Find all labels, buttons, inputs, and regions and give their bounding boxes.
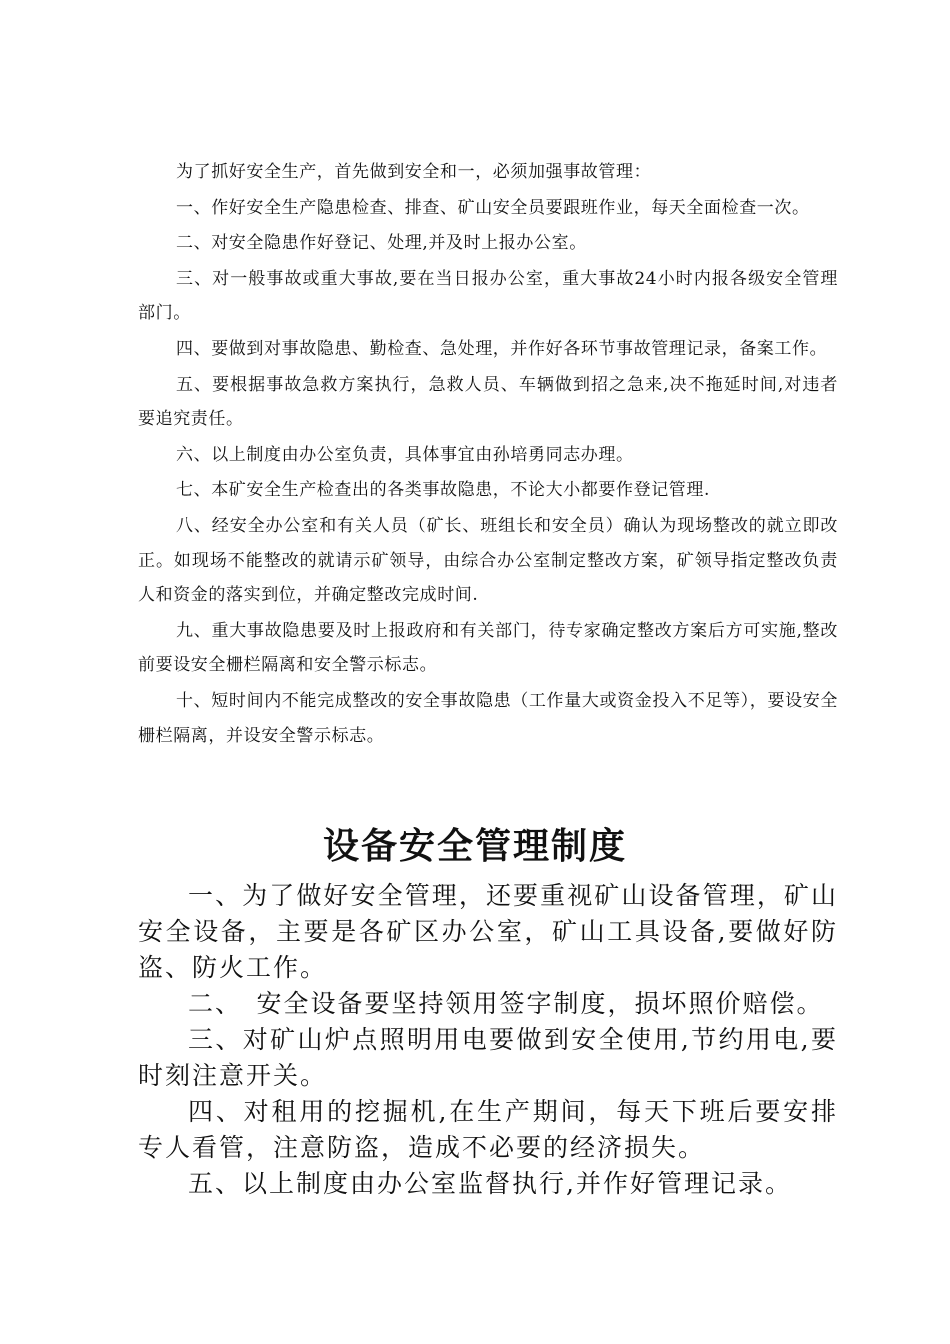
rule-paragraph-6: 六、以上制度由办公室负责，具体事宜由孙培勇同志办理。 (176, 444, 634, 465)
rule-paragraph-9: 九、重大事故隐患要及时上报政府和有关部门，待专家确定整改方案后方可实施,整改前要设安全栅栏隔离和安全警示标志。 (138, 620, 838, 676)
rule-paragraph-1: 一、作好安全生产隐患检查、排查、矿山安全员要跟班作业，每天全面检查一次。 (176, 197, 810, 218)
equipment-rule-2: 二、 安全设备要坚持领用签字制度，损坏照价赔偿。 (188, 989, 824, 1018)
equipment-management-section (138, 878, 838, 1202)
rule-paragraph-10: 十、短时间内不能完成整改的安全事故隐患（工作量大或资金投入不足等），要设安全栅栏隔离，并设安全警示标志。 (138, 690, 838, 746)
rule-paragraph-4: 四、要做到对事故隐患、勤检查、急处理，并作好各环节事故管理记录，备案工作。 (176, 338, 828, 359)
accident-management-section (138, 155, 838, 754)
rule-paragraph-5: 五、要根据事故急救方案执行，急救人员、车辆做到招之急来,决不拖延时间,对违者要追究责任。 (138, 374, 838, 430)
equipment-rule-5: 五、以上制度由办公室监督执行,并作好管理记录。 (188, 1169, 792, 1198)
equipment-rule-1: 一、为了做好安全管理，还要重视矿山设备管理，矿山安全设备，主要是各矿区办公室，矿山工具设备,要做好防盗、防火工作。 (138, 881, 838, 982)
rule-paragraph-3: 三、对一般事故或重大事故,要在当日报办公室，重大事故24小时内报各级安全管理部门。 (138, 268, 838, 324)
rule-paragraph-8: 八、经安全办公室和有关人员（矿长、班组长和安全员）确认为现场整改的就立即改正。如现场不能整改的就请示矿领导，由综合办公室制定整改方案，矿领导指定整改负责人和资金的落实到位，并确定整改完成时间. (138, 515, 838, 606)
equipment-rule-4: 四、对租用的挖掘机,在生产期间，每天下班后要安排专人看管，注意防盗，造成不必要的经济损失。 (138, 1097, 838, 1162)
rule-paragraph-7: 七、本矿安全生产检查出的各类事故隐患，不论大小都要作登记管理. (176, 480, 711, 501)
equipment-section-title: 设备安全管理制度 (322, 825, 627, 867)
rule-paragraph-2: 二、对安全隐患作好登记、处理,并及时上报办公室。 (176, 233, 587, 254)
equipment-rule-3: 三、对矿山炉点照明用电要做到安全使用,节约用电,要时刻注意开关。 (138, 1025, 838, 1090)
intro-paragraph: 为了抓好安全生产，首先做到安全和一，必须加强事故管理： (176, 162, 652, 182)
